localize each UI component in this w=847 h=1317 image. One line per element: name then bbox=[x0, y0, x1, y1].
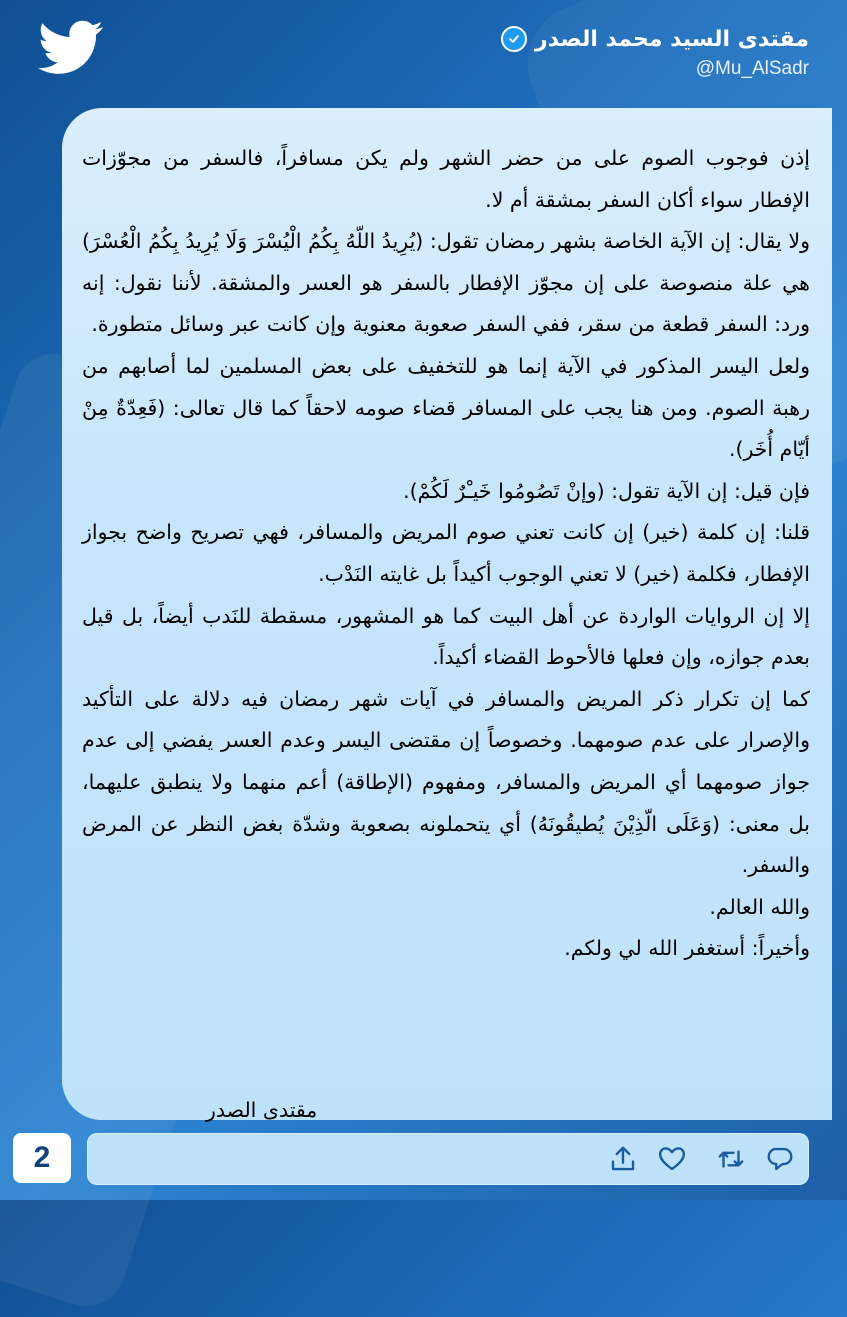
page-number-badge: 2 bbox=[13, 1133, 71, 1183]
tweet-paragraph: إذن فوجوب الصوم على من حضر الشهر ولم يكن مسافراً، فالسفر من مجوّزات الإفطار سواء أكان السفر بمشقة أم لا. bbox=[82, 146, 810, 212]
retweet-button[interactable] bbox=[714, 1142, 748, 1176]
reply-icon bbox=[765, 1144, 795, 1174]
tweet-paragraph: ولعل اليسر المذكور في الآية إنما هو للتخفيف على بعض المسلمين لما أصابهم من رهبة الصوم. ومن هنا يجب على المسافر قضاء صومه لاحقاً كما قال تعالى: (فَعِدّةٌ مِنْ أيّام أُخَر). bbox=[82, 353, 810, 462]
tweet-paragraph: إلا إن الروايات الواردة عن أهل البيت كما هو المشهور، مسقطة للنَدب أيضاً، بل قيل بعدم جوازه، وإن فعلها فالأحوط القضاء أكيداً. bbox=[82, 603, 810, 670]
like-icon bbox=[657, 1144, 687, 1174]
user-handle[interactable]: @Mu_AlSadr bbox=[695, 58, 809, 79]
like-button[interactable] bbox=[655, 1142, 689, 1176]
tweet-paragraph: ولا يقال: إن الآية الخاصة بشهر رمضان تقول: (يُرِيدُ اللّهُ بِكُمُ الْيُسْرَ وَلَا يُرِيدُ بِكُمُ الْعُسْرَ) هي علة منصوصة على إن مجوّز الإفطار بالسفر هو العسر والمشقة. لأننا نقول: إنه ورد: السفر قطعة من سقر، ففي السفر صعوبة معنوية وإن كانت عبر وسائل متطورة. bbox=[82, 229, 810, 337]
tweet-paragraph: وأخيراً: أستغفر الله لي ولكم. bbox=[564, 936, 810, 961]
twitter-bird-icon bbox=[38, 20, 104, 76]
share-icon bbox=[608, 1144, 638, 1174]
retweet-icon bbox=[716, 1144, 746, 1174]
signature: مقتدى الصدر bbox=[206, 1098, 318, 1122]
tweet-card bbox=[62, 108, 832, 1120]
tweet-header bbox=[501, 26, 809, 80]
tweet-paragraph: قلنا: إن كلمة (خير) إن كانت تعني صوم المريض والمسافر، فهي تصريح واضح بجواز الإفطار، فكلمة (خير) لا تعني الوجوب أكيداً بل غايته النَدْب. bbox=[82, 520, 810, 586]
reply-button[interactable] bbox=[763, 1142, 797, 1176]
display-name[interactable]: مقتدى السيد محمد الصدر bbox=[535, 26, 809, 52]
share-button[interactable] bbox=[606, 1142, 640, 1176]
tweet-paragraph: كما إن تكرار ذكر المريض والمسافر في آيات شهر رمضان فيه دلالة على التأكيد والإصرار على عدم صومهما. وخصوصاً إن مقتضى اليسر وعدم العسر يفضي إلى عدم جواز صومهما أي المريض والمسافر، ومفهوم (الإطاقة) أعم منهما ولا ينطبق عليهما، بل معنى: (وَعَلَى الّذِيْنَ يُطيقُونَهُ) أي يتحملونه بصعوبة وشدّة بغض النظر عن المرض والسفر. bbox=[82, 686, 810, 878]
verified-badge-icon bbox=[501, 26, 527, 52]
tweet-text bbox=[82, 138, 810, 970]
tweet-paragraph: والله العالم. bbox=[709, 894, 810, 919]
tweet-action-bar bbox=[87, 1133, 809, 1185]
tweet-paragraph: فإن قيل: إن الآية تقول: (وإنْ تَصُومُوا خَيـْرٌ لَكُمْ). bbox=[403, 478, 810, 503]
